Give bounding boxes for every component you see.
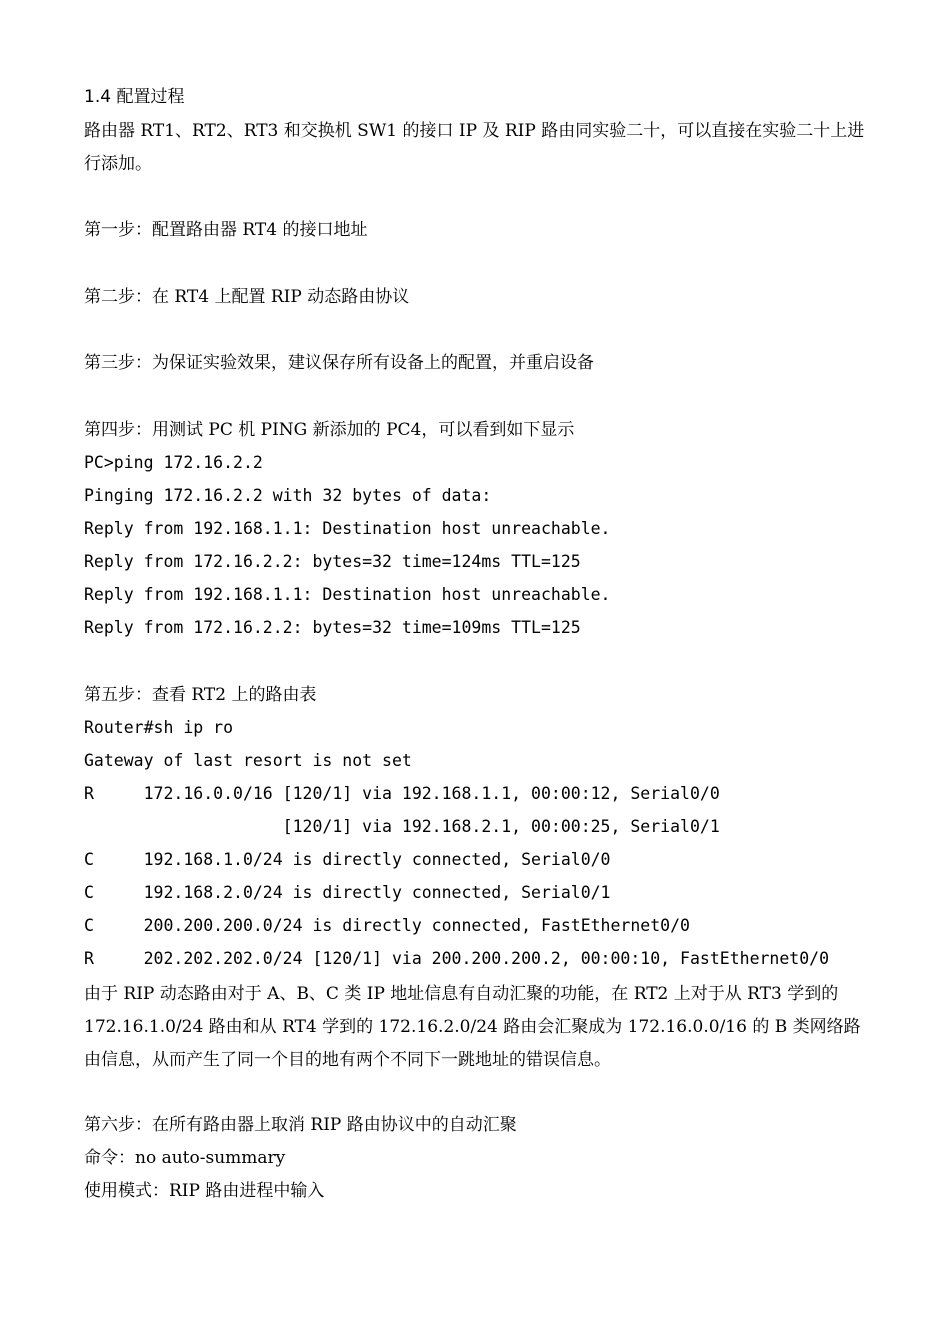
route-output-line: R 172.16.0.0/16 [120/1] via 192.168.1.1, 00:00:12, Serial0/0 xyxy=(84,784,720,803)
step-one: 第一步：配置路由器 RT4 的接口地址 xyxy=(84,220,368,240)
route-output-line: [120/1] via 192.168.2.1, 00:00:25, Serial0/1 xyxy=(84,817,720,836)
command-line: 命令：no auto-summary xyxy=(84,1148,286,1168)
explanation-paragraph: 由于 RIP 动态路由对于 A、B、C 类 IP 地址信息有自动汇聚的功能，在 RT2 上对于从 RT3 学到的 172.16.1.0/24 路由和从 RT4 学到的 172.16.2.0/24 路由会汇聚成为 172.16.0.0/16 的 B 类网络路由信息，从而产生了同一个目的地有两个不同下一跳地址的错误信息。 xyxy=(84,984,861,1070)
ping-output-line: PC>ping 172.16.2.2 xyxy=(84,453,263,472)
route-output-line: C 192.168.1.0/24 is directly connected, Serial0/0 xyxy=(84,850,611,869)
route-output-line: R 202.202.202.0/24 [120/1] via 200.200.200.2, 00:00:10, FastEthernet0/0 xyxy=(84,949,830,968)
intro-paragraph: 路由器 RT1、RT2、RT3 和交换机 SW1 的接口 IP 及 RIP 路由同实验二十，可以直接在实验二十上进行添加。 xyxy=(84,121,865,174)
route-output-line: Router#sh ip ro xyxy=(84,718,234,737)
route-output-line: C 200.200.200.0/24 is directly connected, FastEthernet0/0 xyxy=(84,916,690,935)
step-two: 第二步：在 RT4 上配置 RIP 动态路由协议 xyxy=(84,287,410,307)
section-title: 1.4 配置过程 xyxy=(84,87,185,107)
route-output-line: Gateway of last resort is not set xyxy=(84,751,412,770)
step-six: 第六步：在所有路由器上取消 RIP 路由协议中的自动汇聚 xyxy=(84,1115,517,1135)
ping-output-line: Reply from 172.16.2.2: bytes=32 time=124ms TTL=125 xyxy=(84,552,581,571)
step-four: 第四步：用测试 PC 机 PING 新添加的 PC4，可以看到如下显示 xyxy=(84,420,575,440)
ping-output-line: Reply from 172.16.2.2: bytes=32 time=109ms TTL=125 xyxy=(84,618,581,637)
ping-output-line: Pinging 172.16.2.2 with 32 bytes of data: xyxy=(84,486,492,505)
step-three: 第三步：为保证实验效果，建议保存所有设备上的配置，并重启设备 xyxy=(84,353,594,373)
mode-line: 使用模式：RIP 路由进程中输入 xyxy=(84,1181,325,1201)
step-five: 第五步：查看 RT2 上的路由表 xyxy=(84,685,317,705)
route-output-line: C 192.168.2.0/24 is directly connected, Serial0/1 xyxy=(84,883,611,902)
ping-output-line: Reply from 192.168.1.1: Destination host unreachable. xyxy=(84,519,611,538)
ping-output-line: Reply from 192.168.1.1: Destination host unreachable. xyxy=(84,585,611,604)
